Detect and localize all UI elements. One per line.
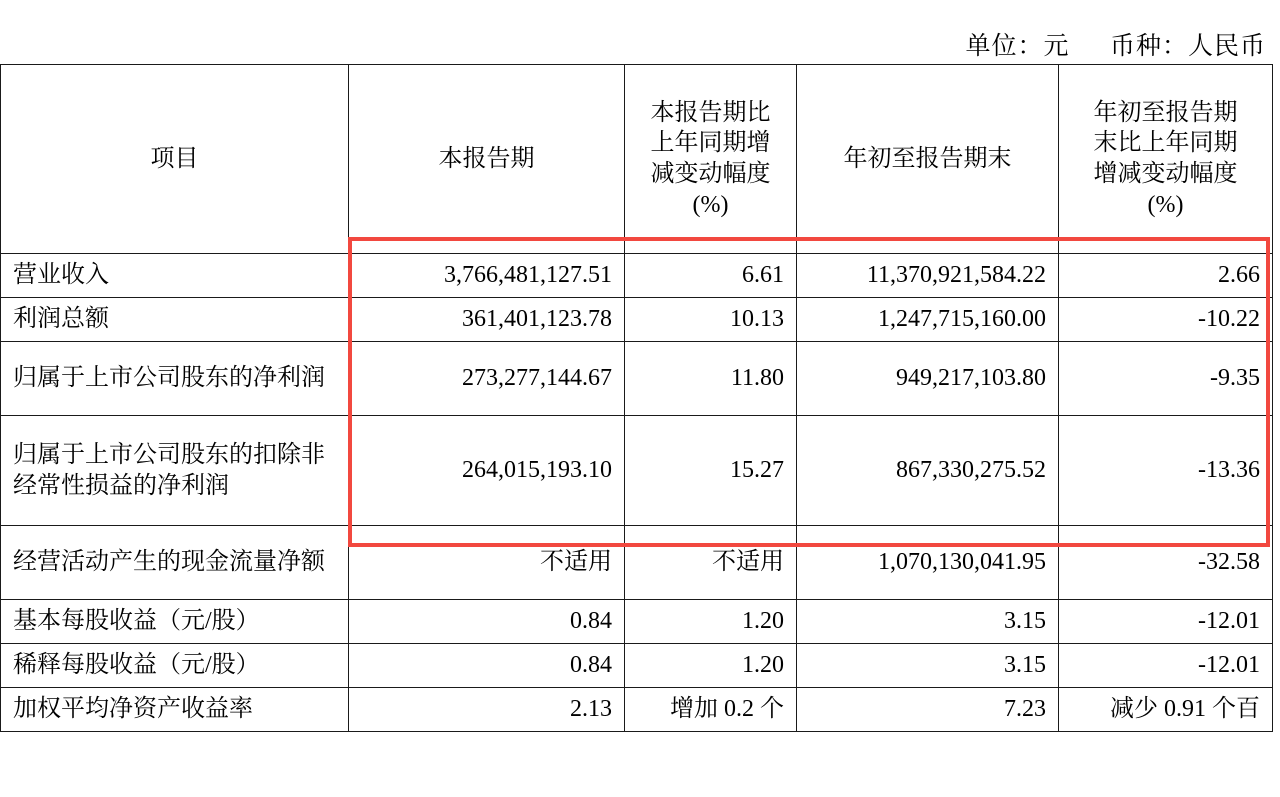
row-current-period: 273,277,144.67 [349,342,625,416]
table-row [1,298,1273,342]
row-label: 利润总额 [1,298,349,342]
row-current-change: 15.27 [625,416,797,526]
row-label: 基本每股收益（元/股） [1,600,349,644]
column-header-ytd-change-line3: 增减变动幅度 [1093,161,1238,187]
column-header-ytd-label: 年初至报告期末 [843,145,1012,172]
table-row [1,526,1273,600]
row-current-period: 0.84 [349,644,625,688]
column-header-ytd-change-line1: 年初至报告期 [1093,99,1238,126]
row-label: 归属于上市公司股东的扣除非经常性损益的净利润 [1,416,349,526]
column-header-current-change [625,65,797,254]
column-header-current-change-line1: 本报告期比 [650,99,771,126]
column-header-item-label: 项目 [150,145,199,172]
row-current-change: 增加 0.2 个 [625,688,797,732]
table-header-row [1,65,1273,254]
row-ytd-change: -12.01 [1059,600,1273,644]
row-current-period: 不适用 [349,526,625,600]
row-current-period: 2.13 [349,688,625,732]
row-ytd: 11,370,921,584.22 [797,254,1059,298]
row-current-change: 6.61 [625,254,797,298]
unit-label: 单位：元 [965,33,1070,60]
row-current-change: 11.80 [625,342,797,416]
row-ytd: 1,070,130,041.95 [797,526,1059,600]
row-label: 稀释每股收益（元/股） [1,644,349,688]
column-header-ytd-change-line2: 末比上年同期 [1093,130,1238,157]
table-row [1,688,1273,732]
row-ytd: 3.15 [797,600,1059,644]
column-header-current-change-line2: 上年同期增 [650,130,771,157]
row-ytd: 867,330,275.52 [797,416,1059,526]
table-row [1,416,1273,526]
row-current-change: 不适用 [625,526,797,600]
table-row [1,600,1273,644]
row-ytd: 7.23 [797,688,1059,732]
unit-currency-line [965,26,1266,62]
row-ytd-change: -9.35 [1059,342,1273,416]
row-current-change: 1.20 [625,600,797,644]
row-ytd-change: -32.58 [1059,526,1273,600]
table-row [1,644,1273,688]
row-current-change: 1.20 [625,644,797,688]
currency-label: 币种：人民币 [1109,33,1266,60]
row-current-period: 361,401,123.78 [349,298,625,342]
row-label: 营业收入 [1,254,349,298]
row-label: 加权平均净资产收益率 [1,688,349,732]
financial-summary-table [0,64,1273,732]
row-ytd: 949,217,103.80 [797,342,1059,416]
row-current-change: 10.13 [625,298,797,342]
row-ytd: 3.15 [797,644,1059,688]
row-current-period: 0.84 [349,600,625,644]
row-current-period: 3,766,481,127.51 [349,254,625,298]
column-header-current-period [349,65,625,254]
column-header-ytd-change [1059,65,1273,254]
row-label: 归属于上市公司股东的净利润 [1,342,349,416]
row-ytd-change: 2.66 [1059,254,1273,298]
row-ytd-change: -13.36 [1059,416,1273,526]
column-header-ytd [797,65,1059,254]
column-header-current-period-label: 本报告期 [438,145,535,172]
row-ytd-change: -10.22 [1059,298,1273,342]
row-label: 经营活动产生的现金流量净额 [1,526,349,600]
table-row [1,254,1273,298]
row-ytd: 1,247,715,160.00 [797,298,1059,342]
row-ytd-change: 减少 0.91 个百 [1059,688,1273,732]
row-current-period: 264,015,193.10 [349,416,625,526]
table-row [1,342,1273,416]
column-header-current-change-line3: 减变动幅度 [650,161,771,187]
column-header-ytd-change-line4: (%) [1147,191,1184,218]
column-header-current-change-line4: (%) [692,191,729,218]
column-header-item [1,65,349,254]
row-ytd-change: -12.01 [1059,644,1273,688]
